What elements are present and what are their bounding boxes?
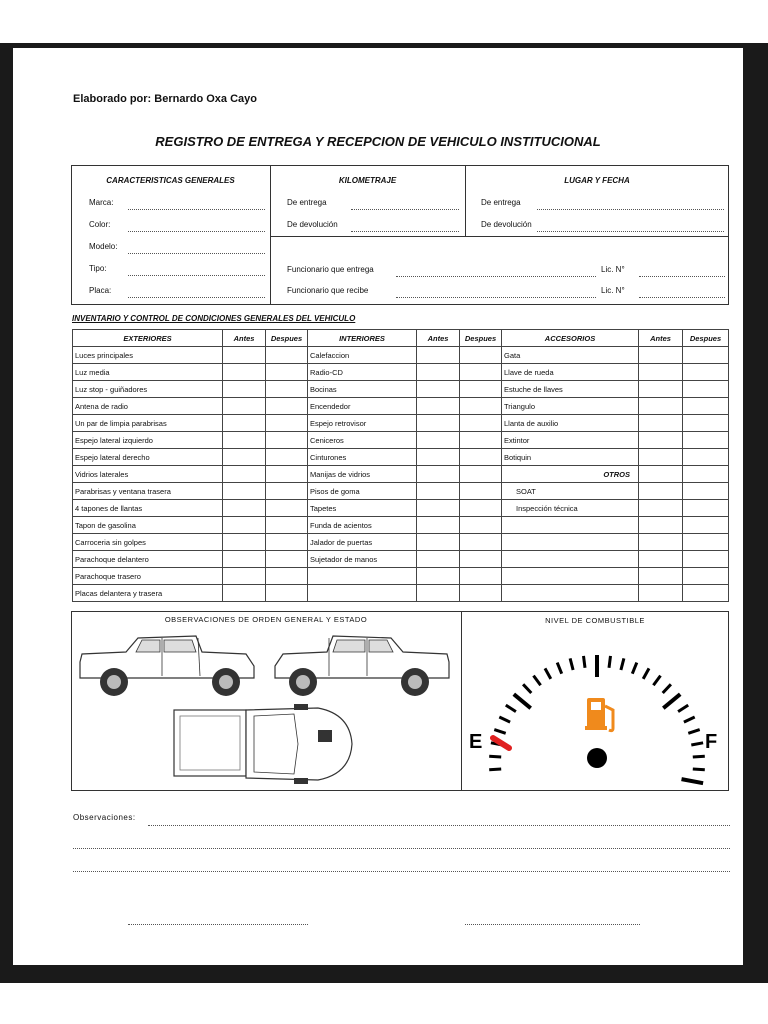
gauge-tick [643,668,649,679]
empty-label: E [469,731,483,753]
check-cell[interactable] [460,381,502,398]
check-cell[interactable] [223,398,266,415]
exterior-item: Parachoque trasero [73,568,223,585]
interior-item [308,585,417,602]
exterior-item: Luz media [73,364,223,381]
check-cell[interactable] [683,415,729,432]
interior-item: Tapetes [308,500,417,517]
check-cell[interactable] [460,449,502,466]
check-cell[interactable] [639,415,683,432]
after-header: Despues [460,330,502,347]
accessory-item: Llanta de auxilio [502,415,639,432]
gauge-tick [499,717,510,722]
gauge-tick [693,769,705,770]
check-cell[interactable] [460,364,502,381]
empty-cell [502,517,639,534]
exteriors-header: EXTERIORES [73,330,223,347]
general-header: CARACTERISTICAS GENERALES [106,176,235,185]
gauge-tick [678,705,688,712]
official-delivers-input[interactable] [396,276,596,277]
check-cell[interactable] [639,500,683,517]
check-cell[interactable] [417,398,460,415]
check-cell[interactable] [417,432,460,449]
gauge-tick [609,656,611,668]
truck-side-right-icon [271,632,453,702]
fuel-gauge [465,638,727,788]
empty-cell [502,534,639,551]
check-cell[interactable] [639,466,683,483]
check-cell[interactable] [266,381,308,398]
mileage-return-label: De devolución [287,220,338,229]
fuel-pump-icon [585,698,613,731]
interior-item [308,568,417,585]
check-cell[interactable] [223,381,266,398]
color-input[interactable] [128,231,265,232]
exterior-item: Placas delantera y trasera [73,585,223,602]
before-header: Antes [223,330,266,347]
license-label-2: Lic. N° [601,286,625,295]
gauge-tick [534,676,541,686]
check-cell[interactable] [683,483,729,500]
gauge-tick [545,668,551,679]
after-header: Despues [266,330,308,347]
check-cell[interactable] [639,432,683,449]
gauge-tick [489,769,501,770]
gauge-tick [693,756,705,757]
check-cell[interactable] [417,483,460,500]
check-cell[interactable] [460,483,502,500]
check-cell[interactable] [683,364,729,381]
mileage-return-input[interactable] [351,231,459,232]
check-cell[interactable] [683,534,729,551]
check-cell[interactable] [683,585,729,602]
interiors-header: INTERIORES [308,330,417,347]
check-cell[interactable] [266,347,308,364]
check-cell[interactable] [417,551,460,568]
interior-item: Espejo retrovisor [308,415,417,432]
mileage-delivery-label: De entrega [287,198,327,207]
check-cell[interactable] [223,449,266,466]
accessory-item: Triangulo [502,398,639,415]
check-cell[interactable] [460,347,502,364]
empty-cell [502,585,639,602]
check-cell[interactable] [223,364,266,381]
check-cell[interactable] [683,398,729,415]
gauge-tick [682,779,704,783]
check-cell[interactable] [460,568,502,585]
check-cell[interactable] [683,500,729,517]
exterior-item: Tapon de gasolina [73,517,223,534]
interior-item: Funda de acientos [308,517,417,534]
check-cell[interactable] [639,517,683,534]
check-cell[interactable] [639,347,683,364]
truck-side-left-icon [76,632,258,702]
check-cell[interactable] [417,568,460,585]
interior-item: Radio-CD [308,364,417,381]
interior-item: Cinturones [308,449,417,466]
check-cell[interactable] [417,585,460,602]
check-cell[interactable] [266,364,308,381]
check-cell[interactable] [417,364,460,381]
check-cell[interactable] [417,381,460,398]
check-cell[interactable] [683,466,729,483]
table-row [73,449,729,466]
check-cell[interactable] [683,432,729,449]
check-cell[interactable] [417,347,460,364]
interior-item: Pisos de goma [308,483,417,500]
official-receives-label: Funcionario que recibe [287,286,369,295]
check-cell[interactable] [683,517,729,534]
place-return-label: De devolución [481,220,532,229]
exterior-item: Un par de limpia parabrisas [73,415,223,432]
exterior-item: Vidrios laterales [73,466,223,483]
truck-top-view-icon [168,704,358,784]
interior-item: Sujetador de manos [308,551,417,568]
other-item: SOAT [502,483,639,500]
check-cell[interactable] [639,585,683,602]
form-title: REGISTRO DE ENTREGA Y RECEPCION DE VEHICULO INSTITUCIONAL [155,134,601,149]
other-item: Inspección técnica [502,500,639,517]
check-cell[interactable] [223,534,266,551]
check-cell[interactable] [266,449,308,466]
exterior-item: Parachoque delantero [73,551,223,568]
check-cell[interactable] [223,585,266,602]
license-input-2[interactable] [639,297,725,298]
check-cell[interactable] [266,568,308,585]
table-row [73,517,729,534]
accessory-item: Extintor [502,432,639,449]
license-input-1[interactable] [639,276,725,277]
check-cell[interactable] [223,517,266,534]
form-sheet [13,48,743,965]
field-tipo: Tipo: [89,264,107,273]
field-placa: Placa: [89,286,112,295]
check-cell[interactable] [417,534,460,551]
gauge-tick [523,684,531,693]
check-cell[interactable] [417,466,460,483]
check-cell[interactable] [417,449,460,466]
official-delivers-label: Funcionario que entrega [287,265,374,274]
check-cell[interactable] [223,500,266,517]
check-cell[interactable] [223,432,266,449]
mileage-delivery-input[interactable] [351,209,459,210]
check-cell[interactable] [266,517,308,534]
vehicle-observation-header: OBSERVACIONES DE ORDEN GENERAL Y ESTADO [164,615,368,624]
check-cell[interactable] [223,466,266,483]
official-receives-input[interactable] [396,297,596,298]
field-modelo: Modelo: [89,242,118,251]
accessories-header: ACCESORIOS [502,330,639,347]
check-cell[interactable] [683,551,729,568]
check-cell[interactable] [683,381,729,398]
check-cell[interactable] [639,551,683,568]
observations-line-3[interactable] [73,871,730,872]
gauge-tick [584,656,586,668]
check-cell[interactable] [266,466,308,483]
field-marca: Marca: [89,198,114,207]
gauge-tick [632,663,637,674]
empty-cell [502,568,639,585]
full-label: F [705,731,718,753]
check-cell[interactable] [417,415,460,432]
check-cell[interactable] [460,500,502,517]
check-cell[interactable] [683,568,729,585]
accessory-item: Gata [502,347,639,364]
inventory-header-row [73,330,729,347]
exterior-item: Espejo lateral derecho [73,449,223,466]
check-cell[interactable] [460,517,502,534]
accessory-item: Botiquin [502,449,639,466]
check-cell[interactable] [266,500,308,517]
interior-item: Bocinas [308,381,417,398]
gauge-tick [688,730,699,734]
table-row [73,466,729,483]
gauge-tick [570,658,573,670]
check-cell[interactable] [460,415,502,432]
check-cell[interactable] [460,534,502,551]
check-cell[interactable] [266,415,308,432]
signature-line-delivers[interactable] [128,924,308,925]
table-row [73,534,729,551]
signature-line-receives[interactable] [465,924,640,925]
table-row [73,551,729,568]
interior-item: Ceniceros [308,432,417,449]
place-delivery-label: De entrega [481,198,521,207]
exterior-item: Espejo lateral izquierdo [73,432,223,449]
table-row [73,500,729,517]
check-cell[interactable] [460,551,502,568]
mileage-header: KILOMETRAJE [338,176,397,185]
gauge-tick [506,705,516,712]
check-cell[interactable] [266,534,308,551]
before-header: Antes [639,330,683,347]
empty-cell [502,551,639,568]
table-row [73,483,729,500]
check-cell[interactable] [223,347,266,364]
check-cell[interactable] [223,551,266,568]
check-cell[interactable] [266,585,308,602]
author-line: Elaborado por: Bernardo Oxa Cayo [73,93,257,105]
inventory-title: INVENTARIO Y CONTROL DE CONDICIONES GENERALES DEL VEHICULO [72,314,356,323]
table-row [73,585,729,602]
check-cell[interactable] [639,534,683,551]
interior-item: Calefaccion [308,347,417,364]
observations-line-1[interactable] [148,825,730,826]
interior-item: Jalador de puertas [308,534,417,551]
check-cell[interactable] [460,432,502,449]
inventory-table [72,329,729,602]
gauge-tick [663,684,671,693]
check-cell[interactable] [639,568,683,585]
table-row [73,398,729,415]
observations-label: Observaciones: [73,813,136,822]
interior-item: Manijas de vidrios [308,466,417,483]
gauge-tick [489,756,501,757]
check-cell[interactable] [460,585,502,602]
exterior-item: Luz stop - guiñadores [73,381,223,398]
check-cell[interactable] [223,483,266,500]
fuel-level-header: NIVEL DE COMBUSTIBLE [545,616,645,625]
check-cell[interactable] [266,398,308,415]
observations-line-2[interactable] [73,848,730,849]
license-label-1: Lic. N° [601,265,625,274]
check-cell[interactable] [266,483,308,500]
check-cell[interactable] [417,517,460,534]
gauge-tick [514,694,531,708]
gauge-tick [557,663,562,674]
gauge-tick [691,743,703,745]
exterior-item: Carroceria sin golpes [73,534,223,551]
check-cell[interactable] [223,415,266,432]
accessory-item: Llave de rueda [502,364,639,381]
check-cell[interactable] [639,483,683,500]
modelo-input[interactable] [128,253,265,254]
check-cell[interactable] [460,466,502,483]
table-row [73,364,729,381]
tipo-input[interactable] [128,275,265,276]
gauge-tick [663,694,680,708]
check-cell[interactable] [266,432,308,449]
place-date-header: LUGAR Y FECHA [564,176,630,185]
gauge-tick [621,658,624,670]
check-cell[interactable] [639,449,683,466]
marca-input[interactable] [128,209,265,210]
before-header: Antes [417,330,460,347]
check-cell[interactable] [417,500,460,517]
place-delivery-input[interactable] [537,209,724,210]
table-row [73,415,729,432]
check-cell[interactable] [639,398,683,415]
check-cell[interactable] [683,347,729,364]
exterior-item: 4 tapones de llantas [73,500,223,517]
check-cell[interactable] [683,449,729,466]
exterior-item: Parabrisas y ventana trasera [73,483,223,500]
gauge-tick [684,717,695,722]
after-header: Despues [683,330,729,347]
check-cell[interactable] [639,364,683,381]
check-cell[interactable] [266,551,308,568]
check-cell[interactable] [639,381,683,398]
table-row [73,568,729,585]
gauge-tick [653,676,660,686]
place-return-input[interactable] [537,231,724,232]
accessory-item: Estuche de llaves [502,381,639,398]
others-header: OTROS [502,466,639,483]
exterior-item: Luces principales [73,347,223,364]
table-row [73,381,729,398]
placa-input[interactable] [128,297,265,298]
general-section [71,165,729,305]
table-row [73,432,729,449]
gauge-tick [494,730,505,734]
field-color: Color: [89,220,111,229]
check-cell[interactable] [223,568,266,585]
table-row [73,347,729,364]
exterior-item: Antena de radio [73,398,223,415]
check-cell[interactable] [460,398,502,415]
interior-item: Encendedor [308,398,417,415]
